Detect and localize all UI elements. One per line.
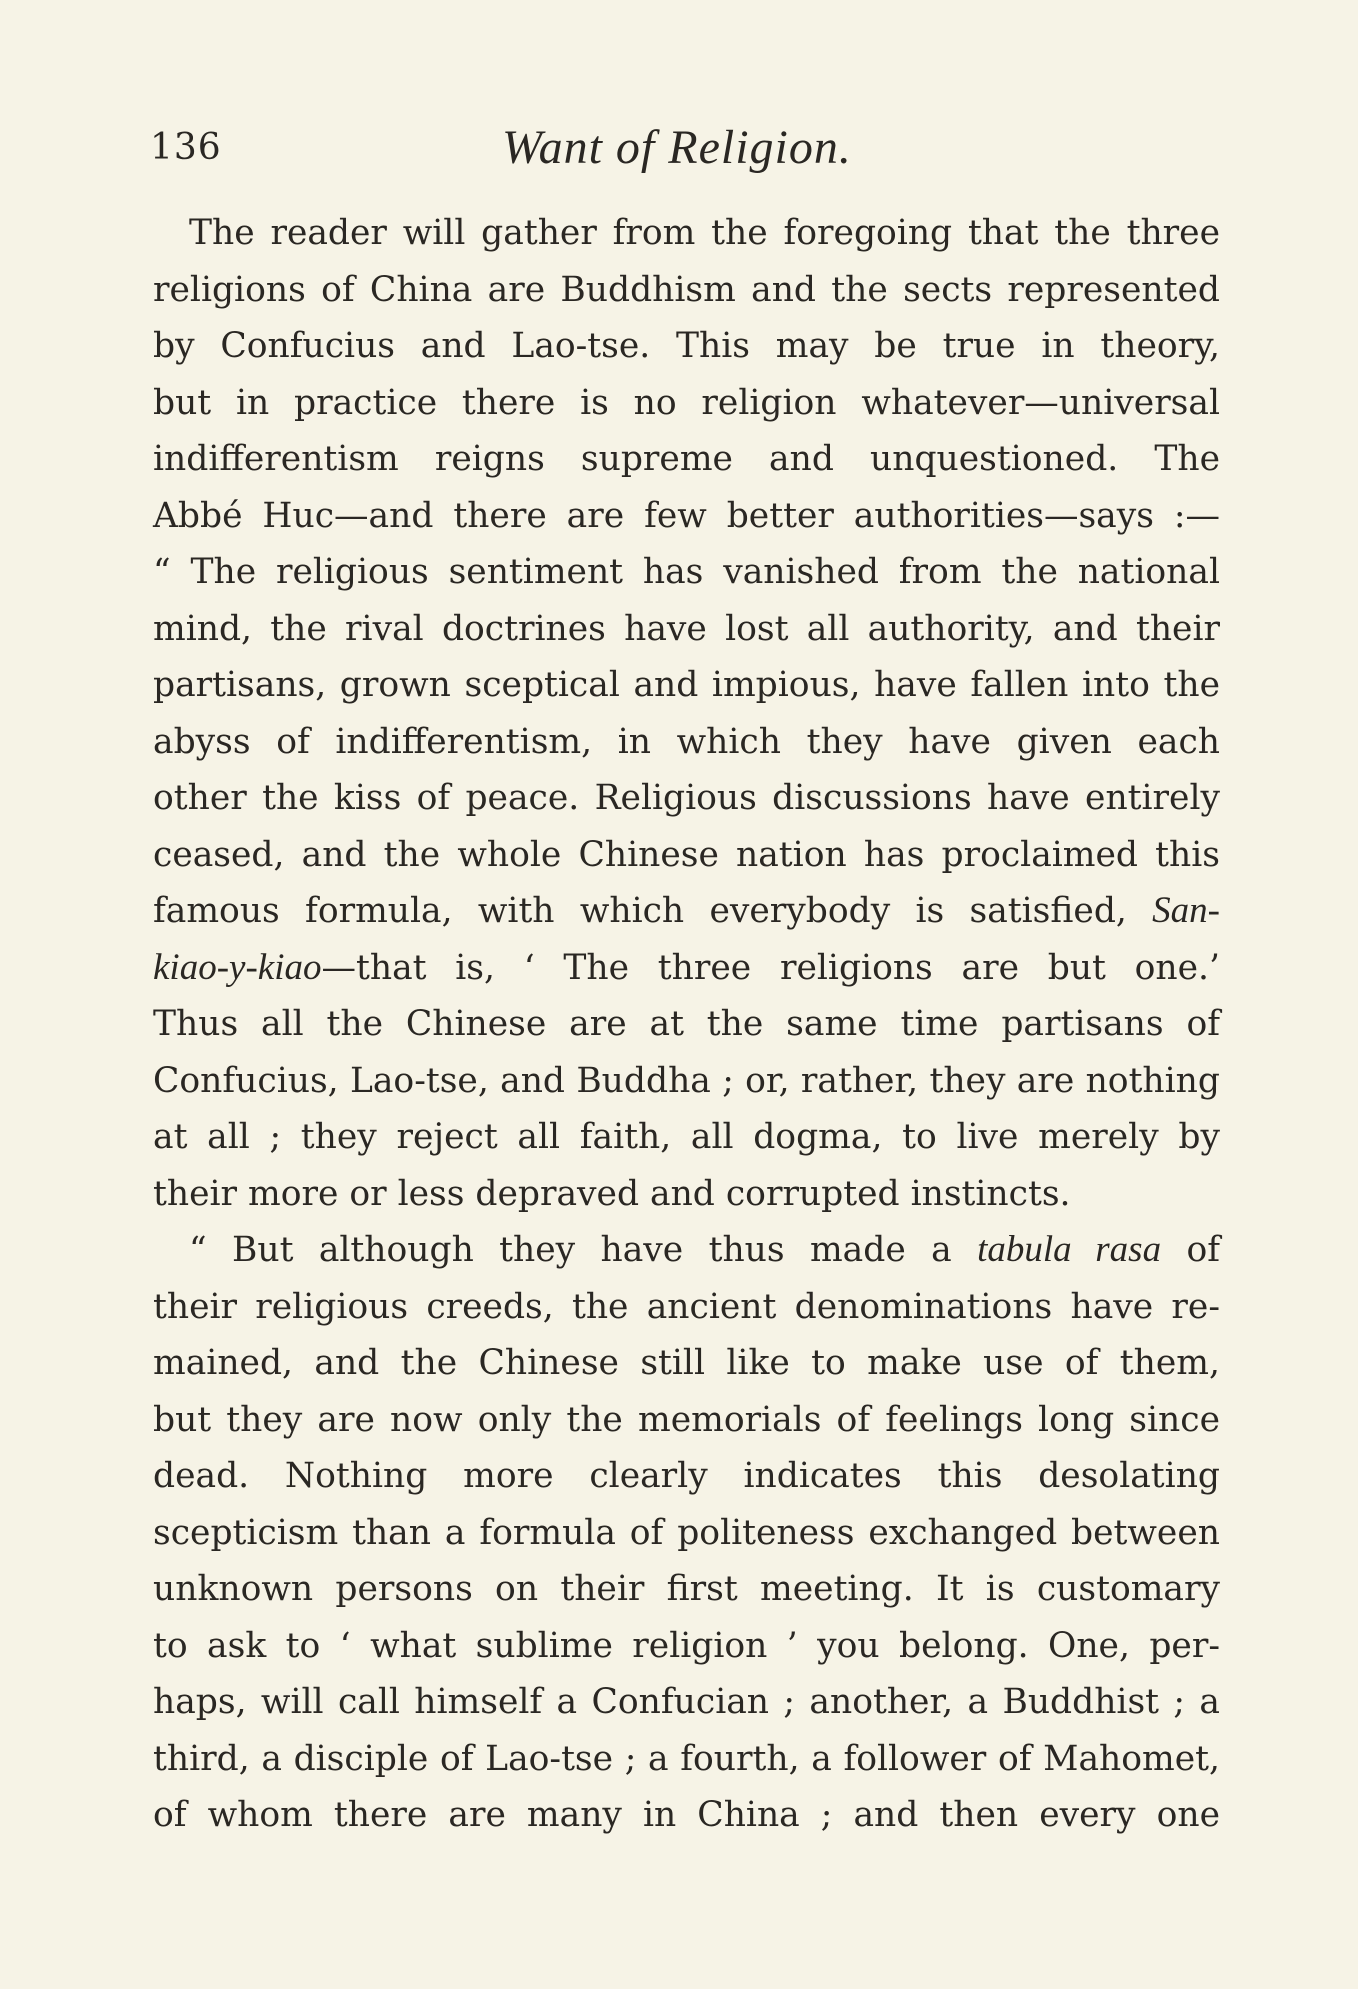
text-line: but in practice there is no religion whatever—universal <box>153 382 1220 423</box>
text-line: Confucius, Lao-tse, and Buddha ; or, rather, they are nothing <box>153 1060 1220 1101</box>
page-header <box>150 118 1220 178</box>
text-line: mained, and the Chinese still like to make use of them, <box>153 1343 1220 1383</box>
text-line: at all ; they reject all faith, all dogma, to live merely by <box>153 1117 1220 1157</box>
italic-text: kiao-y-kiao <box>153 946 322 988</box>
text-run: —that is, ‘ The three religions are but one.’ <box>321 947 1220 988</box>
text-line: scepticism than a formula of politeness exchanged between <box>153 1512 1220 1553</box>
text-line: other the kiss of peace. Religious discussions have entirely <box>153 778 1220 818</box>
text-line: Abbé Huc—and there are few better authorities—says :— <box>153 495 1220 536</box>
text-line: religions of China are Buddhism and the sects represented <box>153 269 1220 310</box>
text-line: third, a disciple of Lao-tse ; a fourth, a follower of Mahomet, <box>153 1738 1220 1779</box>
text-run: “ But although they have thus made a <box>189 1230 978 1270</box>
text-line: indifferentism reigns supreme and unquestioned. The <box>153 439 1220 479</box>
text-line: their religious creeds, the ancient denominations have re- <box>153 1286 1220 1327</box>
text-line: to ask to ‘ what sublime religion ’ you belong. One, per- <box>153 1625 1220 1666</box>
text-run: famous formula, with which everybody is satisfied, <box>153 891 1153 931</box>
text-line: their more or less depraved and corrupted instincts. <box>153 1173 1071 1214</box>
running-title: Want of Religion. <box>502 121 852 174</box>
text-line: ceased, and the whole Chinese nation has proclaimed this <box>153 834 1220 875</box>
text-line: of whom there are many in China ; and then every one <box>153 1795 1220 1835</box>
text-line: “ The religious sentiment has vanished from the national <box>153 552 1220 592</box>
text-line: partisans, grown sceptical and impious, have fallen into the <box>153 665 1220 705</box>
text-line: by Confucius and Lao-tse. This may be true in theory, <box>153 326 1220 366</box>
text-line <box>153 1222 1220 1279</box>
italic-text: San- <box>1152 890 1220 931</box>
text-run: of <box>1161 1230 1220 1270</box>
text-line <box>153 883 1220 940</box>
italic-text: tabula rasa <box>977 1229 1162 1270</box>
text-line: mind, the rival doctrines have lost all authority, and their <box>153 608 1220 649</box>
text-line: but they are now only the memorials of feelings long since <box>153 1399 1220 1440</box>
text-line: The reader will gather from the foregoing that the three <box>189 213 1220 253</box>
text-line: abyss of indifferentism, in which they have given each <box>153 721 1220 762</box>
text-line <box>153 940 1220 997</box>
text-line: dead. Nothing more clearly indicates this desolating <box>153 1456 1220 1496</box>
page-number: 136 <box>150 127 222 168</box>
body-text <box>153 205 1220 1844</box>
text-line: Thus all the Chinese are at the same time partisans of <box>153 1004 1220 1044</box>
text-line: unknown persons on their first meeting. It is customary <box>153 1569 1220 1609</box>
text-line: haps, will call himself a Confucian ; another, a Buddhist ; a <box>153 1682 1220 1722</box>
